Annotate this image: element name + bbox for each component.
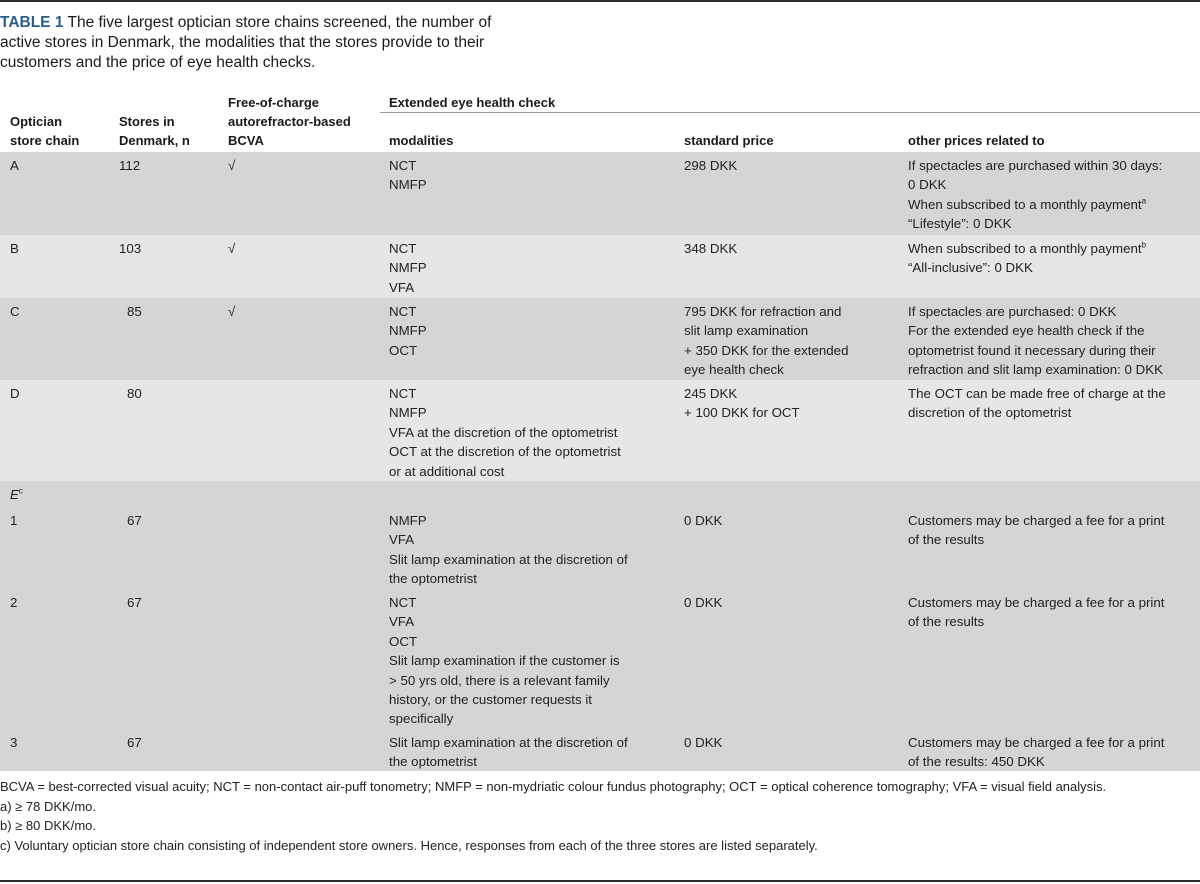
cell-text: “All-inclusive”: 0 DKK (908, 260, 1033, 276)
cell-text: 348 DKK (684, 241, 738, 256)
cell-other-prices (908, 733, 1164, 772)
footnote-marker: c (18, 486, 23, 496)
cell-line (389, 733, 628, 752)
cell-other-prices (908, 511, 1164, 550)
cell-text: 795 DKK for refraction and (684, 304, 842, 319)
header-chain (10, 112, 79, 150)
cell-other-prices (908, 593, 1164, 632)
header-standard-price: standard price (684, 133, 774, 148)
cell-line (389, 709, 620, 728)
cell-line (908, 733, 1164, 752)
cell-chain (10, 593, 17, 612)
cell-text: 0 DKK (908, 177, 947, 193)
chain-label: B (10, 241, 19, 256)
cell-line (908, 384, 1166, 403)
cell-other-prices (908, 302, 1163, 380)
table-caption (0, 13, 560, 73)
chain-label: D (10, 386, 20, 401)
table-label: TABLE 1 (0, 14, 64, 31)
cell-line (389, 651, 620, 670)
cell-other-prices (908, 239, 1146, 278)
cell-stores: 67 (127, 735, 142, 750)
cell-standard-price (684, 302, 848, 380)
cell-text: If spectacles are purchased: 0 DKK (908, 304, 1117, 319)
cell-line (908, 156, 1162, 175)
cell-line (684, 403, 800, 422)
caption-line-1: The five largest optician store chains screened, the number of (63, 14, 492, 31)
cell-text: Slit lamp examination at the discretion of (389, 735, 628, 750)
chain-label: C (10, 304, 20, 319)
bottom-rule (0, 880, 1200, 882)
cell-line (389, 258, 427, 277)
cell-line (389, 511, 628, 530)
cell-text: Customers may be charged a fee for a print (908, 513, 1165, 528)
cell-text: Slit lamp examination if the customer is (389, 653, 620, 669)
header-other-prices: other prices related to (908, 133, 1045, 148)
cell-stores: 112 (119, 158, 141, 173)
cell-line (908, 593, 1164, 612)
cell-modalities (389, 733, 628, 772)
cell-text: + 100 DKK for OCT (684, 405, 800, 421)
cell-text: NMFP (389, 513, 427, 528)
cell-standard-price (684, 239, 737, 258)
cell-text: > 50 yrs old, there is a relevant family (389, 672, 610, 688)
cell-text: OCT at the discretion of the optometrist (389, 444, 621, 460)
table-row (0, 589, 1200, 729)
table-row (0, 380, 1200, 481)
cell-standard-price (684, 593, 722, 612)
cell-text: VFA at the discretion of the optometrist (389, 424, 618, 440)
cell-line (908, 403, 1166, 422)
cell-line (389, 239, 427, 258)
cell-text: of the results (908, 532, 985, 548)
caption-line-2: active stores in Denmark, the modalities that the stores provide to their (0, 34, 485, 51)
cell-chain (10, 239, 19, 258)
cell-text: the optometrist (389, 754, 477, 770)
cell-other-prices (908, 384, 1166, 423)
top-rule (0, 0, 1200, 2)
cell-line (389, 341, 427, 360)
cell-text: NMFP (389, 177, 427, 193)
table-row (0, 298, 1200, 380)
chain-label: 2 (10, 595, 18, 610)
cell-standard-price (684, 733, 722, 752)
cell-line (908, 341, 1163, 360)
chain-label: A (10, 158, 19, 173)
cell-modalities (389, 302, 427, 360)
cell-line (684, 360, 848, 379)
cell-text: discretion of the optometrist (908, 405, 1072, 421)
cell-line (389, 752, 628, 771)
cell-line (389, 423, 621, 442)
cell-text: 298 DKK (684, 158, 738, 173)
cell-line (908, 302, 1163, 321)
table-row (0, 235, 1200, 298)
cell-text: NMFP (389, 405, 427, 421)
footnote-abbreviations: BCVA = best-corrected visual acuity; NCT = non-contact air-puff tonometry; NMFP = non-mydriatic colour fundus photography; OCT = optical coherence tomography; VFA = visual field analysis. (0, 779, 1107, 794)
cell-line (908, 612, 1164, 631)
cell-line (684, 302, 848, 321)
cell-text: or at additional cost (389, 463, 505, 479)
cell-line (389, 550, 628, 569)
header-stores (119, 112, 190, 150)
footnote-a: a) ≥ 78 DKK/mo. (0, 798, 97, 814)
cell-line (389, 403, 621, 422)
header-bcva (228, 93, 351, 150)
cell-line (684, 733, 722, 752)
cell-text: For the extended eye health check if the (908, 323, 1145, 339)
footnote-b: b) ≥ 80 DKK/mo. (0, 818, 97, 833)
cell-line (684, 321, 848, 340)
cell-line (389, 302, 427, 321)
header-modalities: modalities (389, 133, 454, 148)
check-mark-icon: √ (228, 158, 236, 173)
header-bcva-line: autorefractor-based (228, 114, 351, 129)
cell-line (389, 278, 427, 297)
footnotes (0, 777, 1200, 855)
cell-line (389, 569, 628, 588)
cell-line (389, 612, 620, 631)
check-mark-icon: √ (228, 241, 236, 256)
cell-standard-price (684, 384, 800, 423)
cell-line (389, 175, 427, 194)
cell-chain (10, 733, 17, 752)
cell-text: specifically (389, 711, 454, 727)
header-divider (380, 112, 1200, 113)
cell-text: of the results (908, 614, 985, 630)
cell-text: Customers may be charged a fee for a print (908, 735, 1165, 750)
cell-text: slit lamp examination (684, 323, 809, 339)
cell-standard-price (684, 511, 722, 530)
cell-text: Customers may be charged a fee for a print (908, 595, 1165, 610)
cell-line (389, 321, 427, 340)
table-row (0, 481, 1200, 507)
cell-text: NCT (389, 595, 417, 610)
cell-stores: 67 (127, 513, 142, 528)
header-bcva-line: Free-of-charge (228, 95, 320, 110)
cell-line (908, 195, 1162, 214)
cell-line (389, 671, 620, 690)
cell-line (684, 511, 722, 530)
cell-chain (10, 302, 20, 321)
cell-line (908, 752, 1164, 771)
cell-modalities (389, 384, 621, 481)
header-stores-line: Denmark, n (119, 133, 190, 148)
cell-text: 245 DKK (684, 386, 738, 401)
cell-text: 0 DKK (684, 513, 723, 528)
cell-modalities (389, 511, 628, 589)
chain-label: 3 (10, 735, 18, 750)
cell-text: optometrist found it necessary during their (908, 342, 1156, 358)
header-extended: Extended eye health check (389, 95, 556, 110)
cell-text: If spectacles are purchased within 30 days: (908, 158, 1163, 173)
cell-standard-price (684, 156, 737, 175)
cell-line (908, 239, 1146, 258)
chain-label: E (10, 487, 19, 502)
header-chain-line: Optician (10, 114, 63, 129)
cell-chain (10, 156, 19, 175)
cell-text: NCT (389, 241, 417, 256)
cell-text: When subscribed to a monthly payment (908, 241, 1142, 256)
cell-text: NCT (389, 386, 417, 401)
cell-text: VFA (389, 532, 415, 548)
header-stores-line: Stores in (119, 114, 175, 129)
cell-line (389, 632, 620, 651)
cell-line (908, 530, 1164, 549)
cell-text: VFA (389, 279, 415, 295)
cell-text: of the results: 450 DKK (908, 754, 1045, 770)
cell-stores: 85 (127, 304, 142, 319)
cell-text: 0 DKK (684, 595, 723, 610)
cell-stores: 103 (119, 241, 142, 256)
cell-other-prices (908, 156, 1162, 234)
footnote-marker: b (1141, 240, 1147, 250)
cell-text: refraction and slit lamp examination: 0 DKK (908, 362, 1163, 378)
cell-chain (10, 511, 17, 530)
cell-line (389, 462, 621, 481)
cell-chain (10, 384, 20, 403)
cell-modalities (389, 239, 427, 297)
caption-line-3: customers and the price of eye health checks. (0, 54, 316, 71)
cell-text: 0 DKK (684, 735, 723, 750)
cell-text: NCT (389, 304, 417, 319)
cell-line (908, 511, 1164, 530)
cell-line (908, 258, 1146, 277)
cell-modalities (389, 156, 427, 195)
table-row (0, 152, 1200, 235)
cell-text: The OCT can be made free of charge at the (908, 386, 1166, 401)
cell-line (389, 156, 427, 175)
cell-text: Slit lamp examination at the discretion of (389, 551, 628, 567)
cell-text: NCT (389, 158, 417, 173)
cell-line (684, 156, 737, 175)
cell-text: + 350 DKK for the extended (684, 342, 849, 358)
cell-stores: 67 (127, 595, 142, 610)
cell-line (908, 175, 1162, 194)
check-mark-icon: √ (228, 304, 236, 319)
cell-line (684, 239, 737, 258)
cell-line (389, 384, 621, 403)
header-bcva-line: BCVA (228, 133, 264, 148)
cell-line (389, 530, 628, 549)
cell-line (908, 360, 1163, 379)
cell-line (684, 593, 722, 612)
cell-text: VFA (389, 614, 415, 630)
cell-text: NMFP (389, 260, 427, 276)
table-row (0, 507, 1200, 589)
cell-text: NMFP (389, 323, 427, 339)
header-chain-line: store chain (10, 133, 80, 148)
cell-text: eye health check (684, 362, 784, 378)
cell-stores: 80 (127, 386, 142, 401)
cell-text: “Lifestyle”: 0 DKK (908, 216, 1012, 232)
cell-line (684, 341, 848, 360)
cell-text: the optometrist (389, 571, 477, 587)
cell-line (908, 321, 1163, 340)
cell-modalities (389, 593, 620, 729)
cell-line (389, 690, 620, 709)
cell-text: When subscribed to a monthly payment (908, 196, 1142, 212)
cell-line (908, 214, 1162, 233)
cell-line (684, 384, 800, 403)
footnote-marker: a (1141, 196, 1147, 206)
chain-label: 1 (10, 513, 18, 528)
footnote-c: c) Voluntary optician store chain consisting of independent store owners. Hence, responses from each of the three stores are listed separately. (0, 837, 818, 853)
cell-chain (10, 485, 23, 504)
cell-text: OCT (389, 342, 418, 358)
cell-text: OCT (389, 633, 418, 649)
table-row (0, 729, 1200, 771)
cell-text: history, or the customer requests it (389, 692, 592, 708)
cell-line (389, 593, 620, 612)
cell-line (389, 442, 621, 461)
